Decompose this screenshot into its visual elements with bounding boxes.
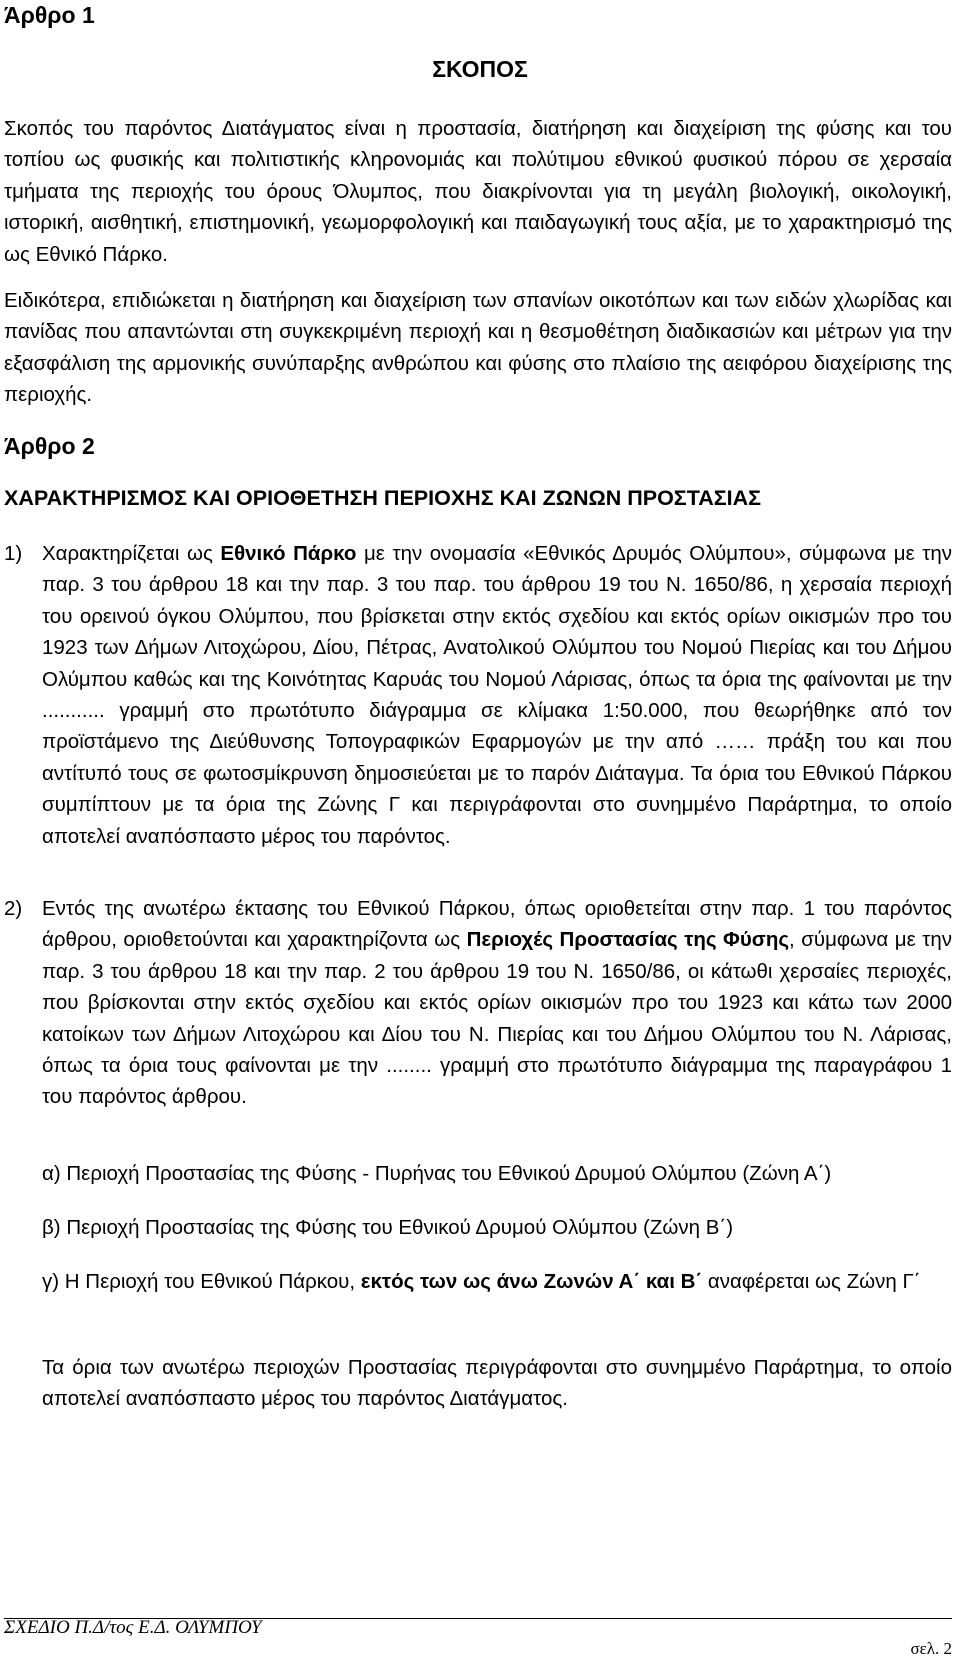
item-2-text: Εντός της ανωτέρω έκτασης του Εθνικού Πάρκου, όπως οριοθετείται στην παρ. 1 του παρόντος άρθρου, οριοθετούνται και χαρακτηρίζοντα ως Περιοχές Προστασίας της Φύσης, σύμφωνα με την παρ. 3 του άρθρου 18 και την παρ. 2 του άρθρου 19 του Ν. 1650/86, οι κάτωθι χερσαίες περιοχές, που βρίσκονται στην εκτός σχεδίου και εκτός ορίων οικισμών προ του 1923 και κάτω των 2000 κατοίκων των Δήμων Λιτοχώρου και Δίου του Ν. Πιερίας και του Δήμου Ολύμπου του Ν. Λάρισας, όπως τα όρια τους φαίνονται με την ........ γραμμή στο πρωτότυπο διάγραμμα της παραγράφου 1 του παρόντος άρθρου. (42, 897, 952, 1109)
footer-page-number: σελ. 2 (910, 1639, 952, 1658)
item-1-number: 1) (4, 542, 23, 565)
subitem-b: β) Περιοχή Προστασίας της Φύσης του Εθνικού Δρυμού Ολύμπου (Ζώνη Β΄) (42, 1216, 734, 1239)
article-1-heading: Άρθρο 1 (4, 2, 95, 28)
article-1-paragraph-2: Ειδικότερα, επιδιώκεται η διατήρηση και διαχείριση των σπανίων οικοτόπων και των ειδών χλωρίδας και πανίδας που απαντώνται στη συγκεκριμένη περιοχή και η θεσμοθέτηση διαδικασιών και μέτρων για την εξασφάλιση της αρμονικής συνύπαρξης ανθρώπου και φύσης στο πλαίσιο της αειφόρου διαχείρισης της περιοχής. (4, 289, 952, 407)
subitem-c: γ) Η Περιοχή του Εθνικού Πάρκου, εκτός των ως άνω Ζωνών Α΄ και Β΄ αναφέρεται ως Ζώνη Γ΄ (42, 1270, 921, 1293)
item-2-number: 2) (4, 897, 23, 920)
article-2-heading: Άρθρο 2 (4, 433, 95, 459)
item-1-bold-term: Εθνικό Πάρκο (220, 542, 357, 565)
footer-document-title: ΣΧΕΔΙΟ Π.Δ/τος Ε.Δ. ΟΛΥΜΠΟΥ (4, 1617, 262, 1638)
subitem-a: α) Περιοχή Προστασίας της Φύσης - Πυρήνας του Εθνικού Δρυμού Ολύμπου (Ζώνη Α΄) (42, 1162, 832, 1185)
article-1-title: ΣΚΟΠΟΣ (432, 56, 528, 82)
item-2-bold-term: Περιοχές Προστασίας της Φύσης (466, 928, 790, 952)
article-1-paragraph-1: Σκοπός του παρόντος Διατάγματος είναι η προστασία, διατήρηση και διαχείριση της φύσης και του τοπίου ως φυσικής και πολιτιστικής κληρονομιάς και πολύτιμου εθνικού φυσικού πόρου σε χερσαία τμήματα της περιοχής του όρους Όλυμπος, που διακρίνονται για τη μεγάλη βιολογική, οικολογική, ιστορική, αισθητική, επιστημονική, γεωμορφολογική και παιδαγωγική τους αξία, με το χαρακτηρισμό της ως Εθνικό Πάρκο. (4, 117, 952, 266)
article-2-title: ΧΑΡΑΚΤΗΡΙΣΜΟΣ ΚΑΙ ΟΡΙΟΘΕΤΗΣΗ ΠΕΡΙΟΧΗΣ ΚΑΙ ΖΩΝΩΝ ΠΡΟΣΤΑΣΙΑΣ (4, 486, 762, 510)
item-1-text: Χαρακτηρίζεται ως Εθνικό Πάρκο με την ονομασία «Εθνικός Δρυμός Ολύμπου», σύμφωνα με την παρ. 3 του άρθρου 18 και την παρ. 3 του παρ. του άρθρου 19 του Ν. 1650/86, η χερσαία περιοχή του ορεινού όγκου Ολύμπου, που βρίσκεται στην εκτός σχεδίου και εκτός ορίων οικισμών προ του 1923 των Δήμων Λιτοχώρου, Δίου, Πέτρας, Ανατολικού Ολύμπου του Νομού Πιερίας και του Δήμου Ολύμπου καθώς και της Κοινότητας Καρυάς του Νομού Λάρισας, όπως τα όρια της φαίνονται με την ........... γραμμή στο πρωτότυπο διάγραμμα σε κλίμακα 1:50.000, που θεωρήθηκε από τον προϊστάμενο της Διεύθυνσης Τοπογραφικών Εφαρμογών με την από …… πράξη του και που αντίτυπό τους σε φωτοσμίκρυνση δημοσιεύεται με το παρόν Διάταγμα. Τα όρια του Εθνικού Πάρκου συμπίπτουν με τα όρια της Ζώνης Γ και περιγράφονται στο συνημμένο Παράρτημα, το οποίο αποτελεί αναπόσπαστο μέρος του παρόντος. (42, 542, 953, 848)
closing-paragraph: Τα όρια των ανωτέρω περιοχών Προστασίας περιγράφονται στο συνημμένο Παράρτημα, το οποίο αποτελεί αναπόσπαστο μέρος του παρόντος Διατάγματος. (42, 1356, 952, 1411)
subitem-c-bold: εκτός των ως άνω Ζωνών Α΄ και Β΄ (360, 1270, 703, 1293)
